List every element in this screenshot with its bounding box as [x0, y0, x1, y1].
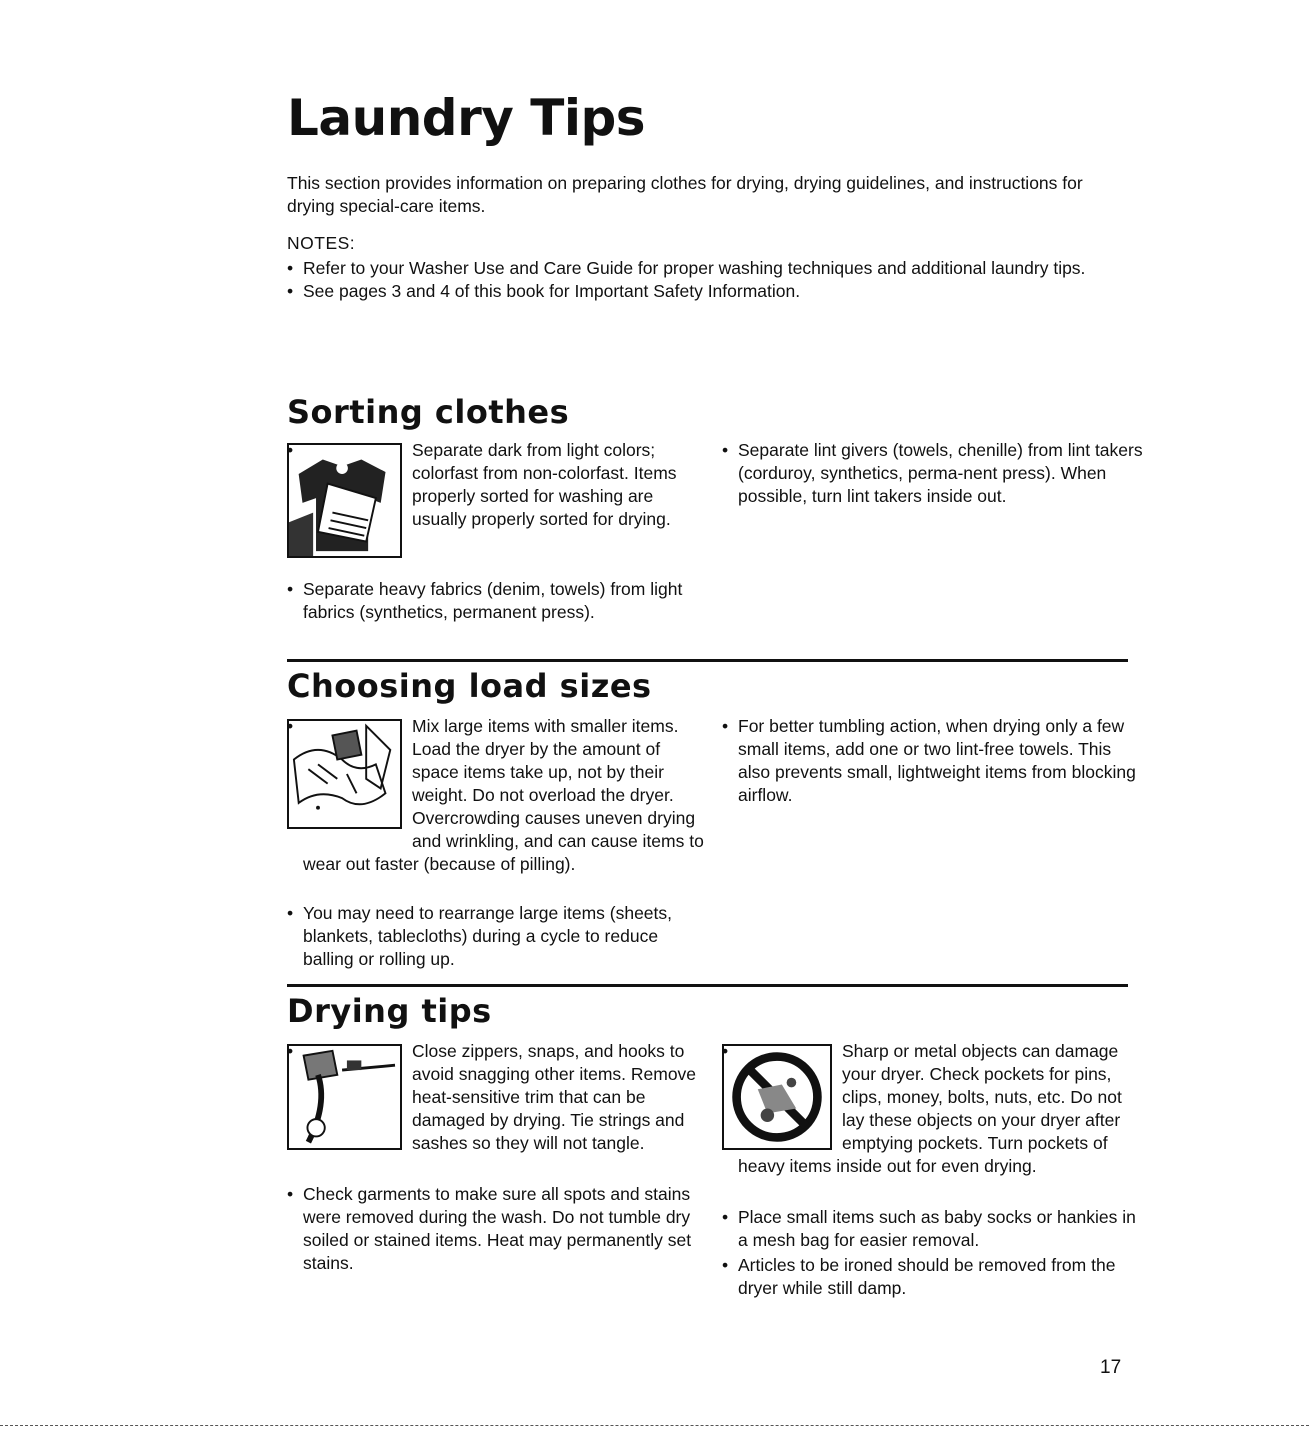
bullet-dot: • — [287, 440, 294, 460]
bullet-dot: • — [722, 716, 729, 736]
list-item-text: Sharp or metal objects can damage your dryer. Check pockets for pins, clips, money, bolts, nuts, etc. Do not lay these objects on your dryer after emptying pockets. Turn pockets of heavy items inside out for even drying. — [738, 1041, 1122, 1176]
list-item-text: Articles to be ironed should be removed from the dryer while still damp. — [738, 1255, 1116, 1298]
sorted-clothes-icon — [287, 443, 402, 558]
list-item — [722, 1206, 1143, 1252]
bullet-dot: • — [287, 579, 294, 599]
list-item-text: Close zippers, snaps, and hooks to avoid snagging other items. Remove heat-sensitive trim that can be damaged by drying. Tie strings and sashes so they will not tangle. — [412, 1041, 697, 1153]
bullet-dot: • — [722, 440, 729, 460]
list-item — [287, 1183, 708, 1275]
page-title: Laundry Tips — [287, 89, 646, 147]
bullet-dot: • — [287, 1041, 294, 1061]
notes-list — [287, 257, 1117, 303]
list-item — [287, 578, 693, 624]
list-item — [722, 715, 1143, 807]
note-item: • Refer to your Washer Use and Care Guide for proper washing techniques and additional laundry tips. — [287, 257, 1117, 280]
list-item-text: Separate heavy fabrics (denim, towels) from light fabrics (synthetics, permanent press). — [303, 579, 683, 622]
list-item — [287, 1040, 708, 1155]
list-item — [287, 439, 708, 562]
page-number: 17 — [1100, 1357, 1122, 1378]
intro-paragraph: This section provides information on preparing clothes for drying, drying guidelines, and instructions for drying special-care items. — [287, 173, 1083, 216]
section-heading-drying-tips: Drying tips — [287, 992, 492, 1030]
bullet-dot: • — [722, 1255, 729, 1275]
mixed-load-icon — [287, 719, 402, 829]
section-divider — [287, 984, 1128, 987]
note-item: • See pages 3 and 4 of this book for Important Safety Information. — [287, 280, 1117, 303]
bullet-dot: • — [722, 1207, 729, 1227]
list-item-text: Separate dark from light colors; colorfast from non-colorfast. Items properly sorted for washing are usually properly sorted for drying. — [412, 440, 677, 529]
list-item — [722, 1254, 1143, 1300]
list-item-text: Separate lint givers (towels, chenille) from lint takers (corduroy, synthetics, perma-nent press). When possible, turn lint takers inside out. — [738, 440, 1143, 506]
list-item — [722, 1040, 1143, 1178]
list-item-text: You may need to rearrange large items (sheets, blankets, tablecloths) during a cycle to reduce balling or rolling up. — [303, 903, 673, 969]
section-heading-sorting: Sorting clothes — [287, 393, 570, 431]
bullet-dot: • — [287, 903, 294, 923]
list-item-text: Mix large items with smaller items. Load the dryer by the amount of space items take up, not by their weight. Do not overload the dryer. Overcrowding causes uneven drying and wrinkling, and can cause items to wear out faster (because of pilling). — [303, 716, 704, 874]
list-item — [287, 715, 708, 876]
section-heading-load-sizes: Choosing load sizes — [287, 667, 652, 705]
list-item — [722, 439, 1143, 508]
bullet-dot: • — [287, 716, 294, 736]
list-item — [287, 902, 693, 971]
zipper-icon — [287, 1044, 402, 1150]
list-item-text: Place small items such as baby socks or hankies in a mesh bag for easier removal. — [738, 1207, 1136, 1250]
notes-heading: NOTES: — [287, 233, 356, 253]
list-item-text: For better tumbling action, when drying only a few small items, add one or two lint-free towels. This also prevents small, lightweight items from blocking airflow. — [738, 716, 1136, 805]
page-edge-line — [0, 1425, 1309, 1426]
bullet-dot: • — [722, 1041, 729, 1061]
no-sharp-objects-icon — [722, 1044, 832, 1150]
list-item-text: Check garments to make sure all spots and stains were removed during the wash. Do not tumble dry soiled or stained items. Heat may permanently set stains. — [303, 1184, 692, 1273]
bullet-dot: • — [287, 1184, 294, 1204]
section-divider — [287, 659, 1128, 662]
